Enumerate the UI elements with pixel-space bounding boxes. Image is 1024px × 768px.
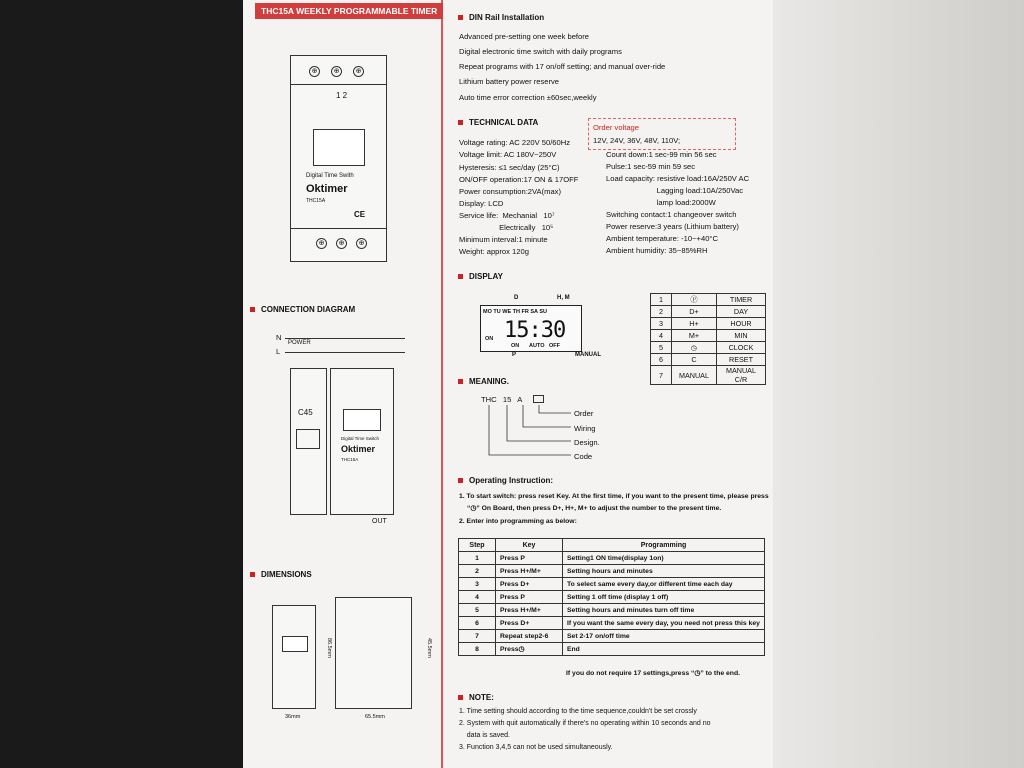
wire-n-label: N [276, 333, 282, 342]
programming-cell: Setting 1 off time (display 1 off) [563, 591, 765, 604]
note-line: 2. System with quit automatically if there's no operating within 10 seconds and no [459, 720, 711, 727]
programming-cell: To select same every day,or different time each day [563, 578, 765, 591]
step-cell: 2 [459, 565, 496, 578]
tech-right-line: Power reserve:3 years (Lithium battery) [606, 222, 739, 231]
key-number: 3 [651, 318, 672, 330]
page-title: THC15A WEEKLY PROGRAMMABLE TIMER [255, 3, 443, 19]
lcd-ion: ON [485, 336, 494, 342]
step-cell: 6 [459, 617, 496, 630]
key-function: CLOCK [717, 342, 766, 354]
prog-footer: If you do not require 17 settings,press “◷” to the end. [566, 670, 740, 677]
key-function: MANUAL C/R [717, 366, 766, 385]
key-cell: Press H+/M+ [496, 604, 563, 617]
key-function: RESET [717, 354, 766, 366]
key-function: HOUR [717, 318, 766, 330]
key-number: 4 [651, 330, 672, 342]
tech-left-line: Weight: approx 120g [459, 247, 529, 256]
table-row [459, 578, 765, 591]
key-cell: Press D+ [496, 617, 563, 630]
timer-wiring-unit [330, 368, 394, 515]
key-row [651, 366, 766, 385]
red-divider [441, 0, 443, 768]
breaker-toggle [296, 429, 320, 449]
dimension-side-view [335, 597, 412, 709]
din-line: Digital electronic time switch with daily programs [459, 47, 622, 56]
tech-left-line: ON/OFF operation:17 ON & 17OFF [459, 175, 579, 184]
meaning-order-box [533, 395, 544, 403]
section-connection-diagram: CONNECTION DIAGRAM [250, 305, 355, 314]
programming-cell: Setting hours and minutes [563, 565, 765, 578]
key-cell: Press◷ [496, 643, 563, 656]
square-bullet-icon [458, 695, 463, 700]
key-row [651, 342, 766, 354]
tech-left-line: Voltage rating: AC 220V 50/60Hz [459, 138, 571, 147]
key-row [651, 294, 766, 306]
dim-height-front: 86.5mm [325, 637, 332, 658]
step-cell: 8 [459, 643, 496, 656]
background-right [773, 0, 1024, 768]
unit-brand: Oktimer [341, 444, 376, 454]
key-number: 5 [651, 342, 672, 354]
tech-left-line: Display: LCD [459, 199, 504, 208]
key-number: 1 [651, 294, 672, 306]
table-row [459, 591, 765, 604]
key-symbol: M+ [672, 330, 717, 342]
meaning-label: Order [574, 409, 594, 418]
key-function: TIMER [717, 294, 766, 306]
tech-left-line: Minimum interval:1 minute [459, 235, 548, 244]
col-key: Key [496, 539, 563, 552]
tech-left-line: Hysteresis: ≤1 sec/day (25°C) [459, 163, 560, 172]
power-label: POWER [288, 340, 311, 346]
key-function: MIN [717, 330, 766, 342]
unit-label: Digital Time Switch [341, 436, 380, 441]
din-line: Auto time error correction ±60sec,weekly [459, 93, 597, 102]
square-bullet-icon [250, 307, 255, 312]
step-cell: 3 [459, 578, 496, 591]
tech-left-line: Voltage limit: AC 180V~250V [459, 150, 557, 159]
device-label: Digital Time Swith [306, 173, 354, 179]
step-cell: 4 [459, 591, 496, 604]
step-cell: 1 [459, 552, 496, 565]
key-symbol: MANUAL [672, 366, 717, 385]
lcd-manual-callout: MANUAL [575, 352, 601, 358]
section-display: DISPLAY [458, 272, 503, 281]
unit-model: THC15A [341, 457, 359, 462]
tech-left-line: Electrically 10⁵ [459, 223, 554, 232]
key-symbol: C [672, 354, 717, 366]
meaning-leader-lines [483, 405, 573, 475]
tech-right-line: Switching contact:1 changeover switch [606, 210, 737, 219]
key-symbol: Ⓟ [672, 294, 717, 306]
key-cell: Repeat step2-6 [496, 630, 563, 643]
meaning-label: Code [574, 452, 593, 461]
din-line: Advanced pre-setting one week before [459, 32, 590, 41]
operating-line: “◷” On Board, then press D+, H+, M+ to adjust the number to the present time. [467, 505, 722, 512]
step-cell: 7 [459, 630, 496, 643]
unit-lcd-window [343, 409, 381, 431]
tech-right-line: Ambient temperature: -10~+40°C [606, 234, 718, 243]
terminal-numbers: 1 2 [336, 91, 348, 100]
tech-right-line: lamp load:2000W [606, 198, 716, 207]
table-row [459, 643, 765, 656]
section-operating: Operating Instruction: [458, 476, 553, 485]
terminal-screw-icon: ⊕ [316, 238, 327, 249]
lcd-days: MO TU WE TH FR SA SU [483, 309, 547, 315]
key-number: 2 [651, 306, 672, 318]
section-technical-data: TECHNICAL DATA [458, 118, 538, 127]
breaker-label: C45 [298, 408, 313, 417]
front-lcd [282, 636, 308, 652]
square-bullet-icon [250, 572, 255, 577]
key-row [651, 306, 766, 318]
key-cell: Press H+/M+ [496, 565, 563, 578]
key-symbol: H+ [672, 318, 717, 330]
square-bullet-icon [458, 379, 463, 384]
table-row [459, 552, 765, 565]
terminal-screw-icon: ⊕ [309, 66, 320, 77]
note-line: data is saved. [459, 732, 510, 739]
meaning-label: Design. [574, 438, 600, 447]
tech-right-line: Pulse:1 sec-59 min 59 sec [606, 162, 696, 171]
dim-width-front: 36mm [285, 714, 301, 720]
key-cell: Press P [496, 591, 563, 604]
operating-line: 1. To start switch: press reset Key. At the first time, if you want to the present time, please press [459, 493, 769, 500]
terminal-screw-icon: ⊕ [353, 66, 364, 77]
dimension-front-view [272, 605, 316, 709]
terminal-screw-icon: ⊕ [336, 238, 347, 249]
tech-left-line: Power consumption:2VA(max) [459, 187, 561, 196]
lcd-hm-callout: H, M [557, 295, 570, 301]
key-number: 6 [651, 354, 672, 366]
key-symbol: D+ [672, 306, 717, 318]
wire-l-label: L [276, 347, 281, 356]
programming-cell: Setting1 ON time(display 1on) [563, 552, 765, 565]
lcd-auto: AUTO [529, 343, 545, 349]
breaker-c45 [290, 368, 327, 515]
key-symbol: ◷ [672, 342, 717, 354]
table-row [459, 630, 765, 643]
note-line: 1. Time setting should according to the time sequence,couldn't be set crossly [459, 708, 697, 715]
key-cell: Press D+ [496, 578, 563, 591]
square-bullet-icon [458, 120, 463, 125]
ce-mark: CE [354, 210, 366, 219]
din-line: Lithium battery power reserve [459, 77, 560, 86]
lcd-on: ON [511, 343, 520, 349]
programming-table [458, 538, 765, 656]
tech-right-line: Lagging load:10A/250Vac [606, 186, 744, 195]
tech-right-line: Ambient humidity: 35~85%RH [606, 246, 708, 255]
square-bullet-icon [458, 478, 463, 483]
key-cell: Press P [496, 552, 563, 565]
key-row [651, 318, 766, 330]
background-left [0, 0, 243, 768]
device-brand: Oktimer [306, 183, 348, 195]
programming-cell: If you want the same every day, you need not press this key [563, 617, 765, 630]
programming-cell: Set 2-17 on/off time [563, 630, 765, 643]
table-row [459, 604, 765, 617]
device-lcd-window [313, 129, 365, 166]
order-voltage-title: Order voltage [593, 123, 640, 132]
meaning-code: THC 15 A [481, 395, 523, 404]
device-illustration [290, 55, 387, 262]
meaning-label: Wiring [574, 424, 596, 433]
section-note: NOTE: [458, 693, 494, 702]
tech-right-line: Load capacity: resistive load:16A/250V AC [606, 174, 750, 183]
section-din-rail: DIN Rail Installation [458, 13, 544, 22]
col-programming: Programming [563, 539, 765, 552]
key-table [650, 293, 766, 385]
terminal-screw-icon: ⊕ [356, 238, 367, 249]
table-row [459, 617, 765, 630]
programming-cell: Setting hours and minutes turn off time [563, 604, 765, 617]
tech-right-line: Count down:1 sec-99 min 56 sec [606, 150, 717, 159]
step-cell: 5 [459, 604, 496, 617]
dim-height-side: 45.5mm [425, 637, 432, 658]
device-model: THC15A [306, 198, 326, 204]
key-row [651, 330, 766, 342]
tech-left-line: Service life: Mechanial 10⁷ [459, 211, 555, 220]
table-row [459, 565, 765, 578]
key-row [651, 354, 766, 366]
square-bullet-icon [458, 274, 463, 279]
programming-cell: End [563, 643, 765, 656]
operating-line: 2. Enter into programming as below: [459, 518, 577, 525]
lcd-p-callout: P [512, 352, 517, 358]
dim-width-side: 65.5mm [365, 714, 385, 720]
lcd-time: 15:30 [504, 318, 566, 343]
order-voltage-values: 12V, 24V, 36V, 48V, 110V; [593, 136, 681, 145]
col-step: Step [459, 539, 496, 552]
key-function: DAY [717, 306, 766, 318]
section-meaning: MEANING. [458, 377, 509, 386]
section-dimensions: DIMENSIONS [250, 570, 312, 579]
lcd-off: OFF [549, 343, 560, 349]
din-line: Repeat programs with 17 on/off setting; and manual over-ride [459, 62, 666, 71]
key-number: 7 [651, 366, 672, 385]
lcd-d-callout: D [514, 295, 519, 301]
out-label: OUT [372, 518, 387, 525]
lcd-display [480, 305, 582, 352]
terminal-screw-icon: ⊕ [331, 66, 342, 77]
square-bullet-icon [458, 15, 463, 20]
note-line: 3. Function 3,4,5 can not be used simultaneously. [459, 744, 613, 751]
